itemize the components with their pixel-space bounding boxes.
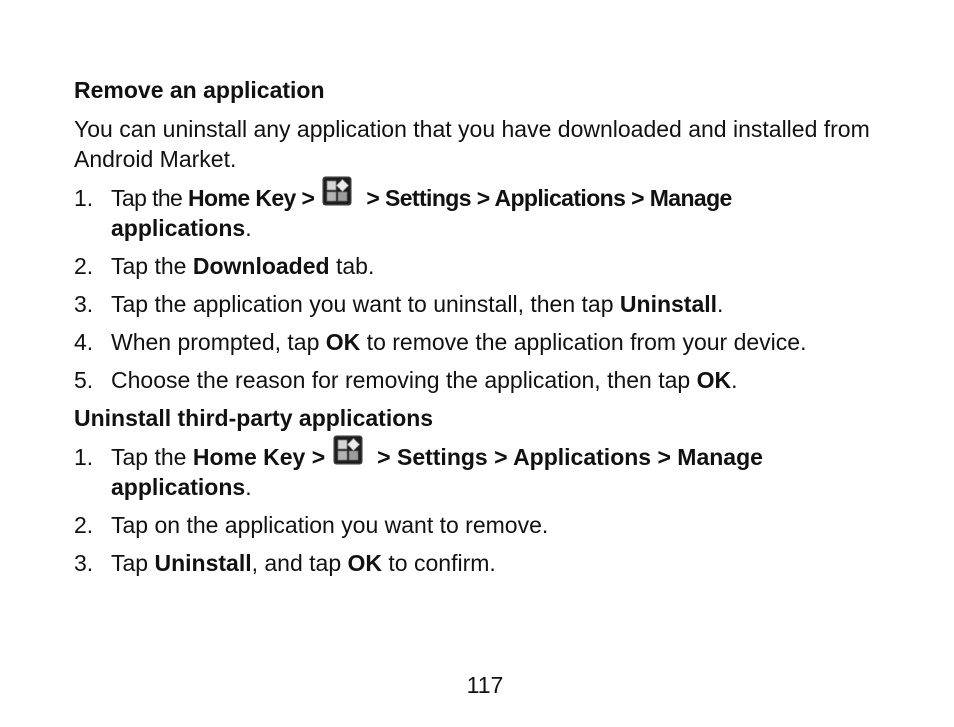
step-number: 4. <box>74 329 94 355</box>
step-emphasis: OK <box>325 329 361 355</box>
section-title-uninstall: Uninstall third-party applications <box>74 405 434 431</box>
step-emphasis: Uninstall <box>619 291 718 317</box>
step-text: Tap the <box>111 253 193 279</box>
step-text: . <box>245 474 252 500</box>
step-text: Tap the <box>111 185 189 211</box>
step-emphasis: Home Key > <box>192 444 326 470</box>
section-title-remove: Remove an application <box>74 77 325 103</box>
step-number: 1. <box>74 444 94 470</box>
step-text: tab. <box>329 253 375 279</box>
list-item <box>74 289 909 319</box>
step-text: Tap the application you want to uninstall, then tap <box>111 291 620 317</box>
menu-grid-icon <box>333 443 363 469</box>
step-emphasis: OK <box>347 550 383 576</box>
step-text: . <box>245 215 252 241</box>
list-item <box>74 327 909 357</box>
page-number: 117 <box>466 672 504 698</box>
step-emphasis: OK <box>696 367 732 393</box>
step-text: . <box>717 291 724 317</box>
step-text: Choose the reason for removing the application, then tap <box>111 367 697 393</box>
step-emphasis: applications <box>111 474 246 500</box>
menu-grid-icon <box>322 184 352 210</box>
list-item <box>74 365 909 395</box>
step-text: . <box>731 367 738 393</box>
step-emphasis: > Settings > Applications > Manage <box>366 185 732 211</box>
step-text: to remove the application from your device. <box>360 329 807 355</box>
step-text: Tap the <box>111 444 193 470</box>
step-text: Tap <box>111 550 155 576</box>
step-text: Tap on the application you want to remove. <box>111 512 549 538</box>
step-emphasis: Downloaded <box>192 253 330 279</box>
step-number: 2. <box>74 253 94 279</box>
step-text: to confirm. <box>382 550 496 576</box>
step-number: 3. <box>74 291 94 317</box>
step-emphasis: Home Key > <box>188 185 315 211</box>
step-emphasis: > Settings > Applications > Manage <box>377 444 763 470</box>
list-item <box>74 442 909 502</box>
step-number: 5. <box>74 367 94 393</box>
step-number: 1. <box>74 185 94 211</box>
step-text: When prompted, tap <box>111 329 326 355</box>
list-item <box>74 183 909 243</box>
step-emphasis: Uninstall <box>154 550 252 576</box>
list-item <box>74 251 909 281</box>
step-emphasis: applications <box>111 215 246 241</box>
step-number: 3. <box>74 550 94 576</box>
step-text: , and tap <box>251 550 348 576</box>
list-item <box>74 510 909 540</box>
step-number: 2. <box>74 512 94 538</box>
list-item <box>74 548 909 578</box>
intro-paragraph: You can uninstall any application that you have downloaded and installed from Android Market. <box>74 116 870 172</box>
document-page <box>74 0 914 727</box>
